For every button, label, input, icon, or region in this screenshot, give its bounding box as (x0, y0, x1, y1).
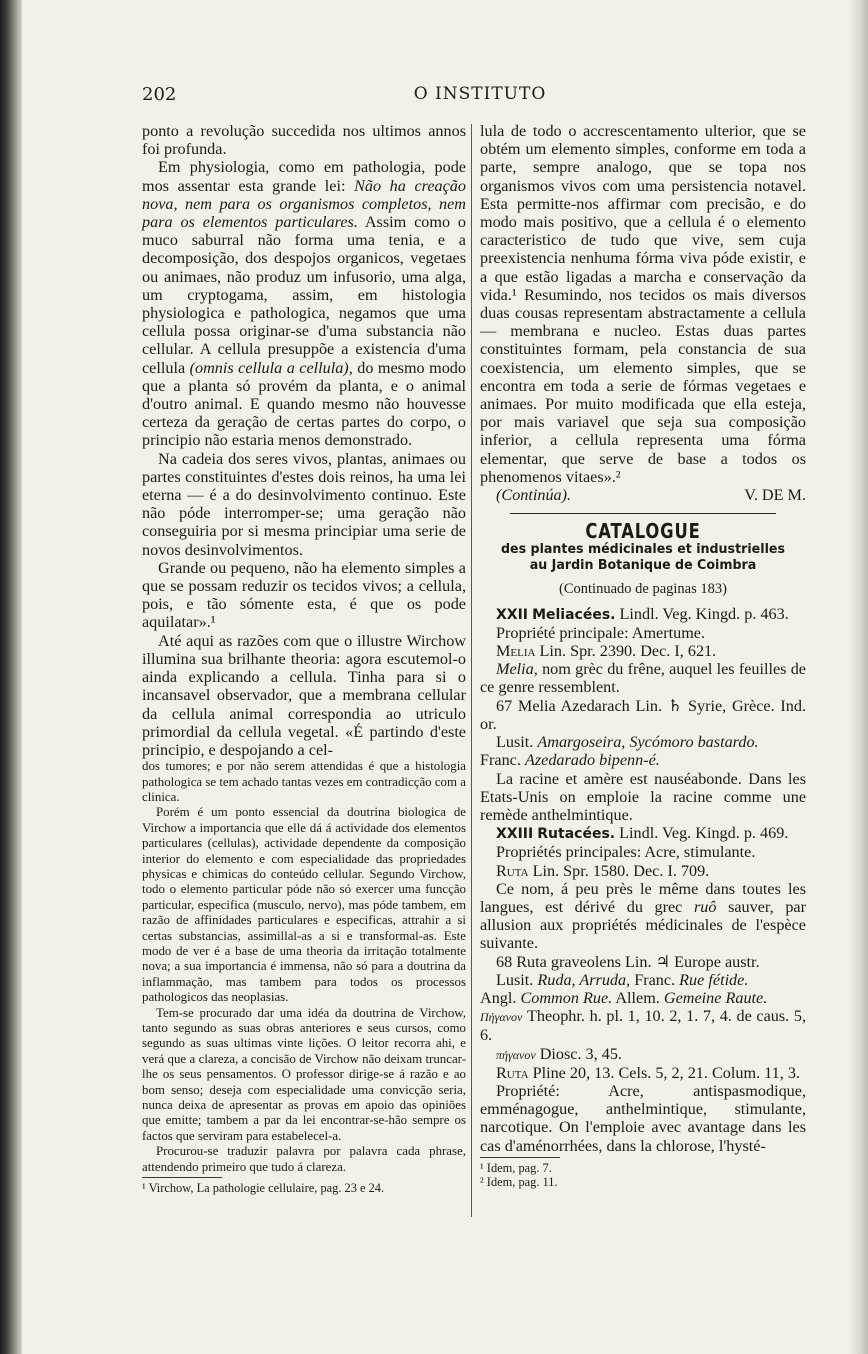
book-binding-edge (0, 0, 22, 1354)
footnote: ¹ Virchow, La pathologie cellulaire, pag. 23 e 24. (142, 1181, 385, 1196)
section-rule (510, 513, 776, 514)
species-description: La racine et amère est nauséabonde. Dans les Etats-Unis on emploie la racine comme une remède anthelmintique. (480, 769, 806, 824)
genus-note: Melia, nom grèc du frêne, auquel les feuilles de ce genre ressemblent. (480, 660, 806, 697)
note-paragraph: Tem-se procurado dar uma idéa da doutrina de Virchow, tanto segundo as suas obras anteriores e seus cursos, como segundo as suas ultimas vinte lições. O leitor recorra ahi, e verá que a clareza, a concisão de Virchow não deixam truncar-lhe os seus pensamentos. O professor dirige-se á razão e ao bom senso; deseja com especialidade uma convicção seria, nunca deixa de apresentar as provas em apoio das opiniões que emitte; tambem a par da lei encontrar-se-hão sempre os factos que serviram para estabelecel-a. (142, 1005, 466, 1143)
greek-reference: πήγανον Diosc. 3, 45. (496, 1044, 622, 1063)
note-paragraph: Procurou-se traduzir palavra por palavra cada phrase, attendendo primeiro que tudo á clareza. (142, 1144, 466, 1174)
vernacular-names: Lusit. Amargoseira, Sycómoro bastardo. (496, 733, 759, 752)
paragraph: ponto a revolução succedida nos ultimos annos foi profunda. (142, 122, 466, 159)
paragraph: Grande ou pequeno, não ha elemento simples a que se possam reduzir os tecidos vivos; a cellula, pois, e tão sómente esta, é que os pode aquilatar».¹ (142, 558, 466, 632)
species-entry: 67 Melia Azedarach Lin. ♄ Syrie, Grèce. Ind. or. (480, 696, 806, 733)
catalogue-subtitle: au Jardin Botanique de Coimbra (529, 558, 757, 574)
author-initials: V. DE M. (744, 486, 806, 505)
paragraph: Até aqui as razões com que o illustre Wirchow illumina sua brilhante theoria: agora escutemol-o ainda explicando a cellula. Tinha para si o incansavel observador, que a membrana cellular da cellula animal correspondia ao utriculo primordial da cellula vegetal. «É partindo d'este principio, e despojando a cel- (142, 631, 466, 759)
footnote: ² Idem, pag. 11. (480, 1175, 558, 1190)
paragraph: Na cadeia dos seres vivos, plantas, animaes ou partes constituintes d'estes dois reinos, ha uma lei eterna — é a do desinvolvimento continuo. Este não póde interromper-se; uma geração não conseguiria por si mesma principiar uma serie de novos desinvolvimentos. (142, 449, 466, 559)
vernacular-names: Angl. Common Rue. Allem. Gemeine Raute. (480, 988, 768, 1007)
catalogue-title: CATALOGUE (585, 519, 701, 544)
genus-line: Melia Lin. Spr. 2390. Dec. I, 621. (496, 642, 717, 661)
genus-note: Ce nom, á peu près le même dans toutes les langues, est dérivé du grec ruô sauver, par allusion aux propriétés médicinales de l'espèce suivante. (480, 879, 806, 953)
page-header (142, 84, 818, 112)
footnote-rule (142, 1177, 222, 1178)
latin-reference: Ruta Pline 20, 13. Cels. 5, 2, 21. Colum. 11, 3. (496, 1063, 800, 1082)
note-paragraph: Porém é um ponto essencial da doutrina biologica de Virchow a importancia que elle dá á actividade dos elementos particulares (cellulas), actividade dependente da composição interior do elemento e com especialidade das propriedades physicas e chimicas do conteúdo cellular. Segundo Virchow, todo o elemento particular póde não só exercer uma funcção particular, especifica (musculo, nervo), mas póde tambem, em razão de affinidades particulares e especificas, attrahir a si certas substancias, assimillal-as a si e transformal-as. Este modo de ver é a base de uma theoria da irritação totalmente nova; a sua importancia é immensa, não só para a doutrina da inflammação, mas tambem para todos os processos pathologicos das neoplasias. (142, 805, 466, 1005)
genus-line: Ruta Lin. Spr. 1580. Dec. I. 709. (496, 861, 710, 880)
continued-note: (Continuado de paginas 183) (559, 581, 727, 598)
right-column (480, 122, 806, 1190)
signoff (480, 486, 806, 504)
property-paragraph: Propriété: Acre, antispasmodique, emménagogue, anthelmintique, stimulante, narcotique. On l'emploie avec avantage dans les cas d'aménorrhées, dans la chlorose, l'hysté- (480, 1081, 806, 1155)
property-line: Propriétés principales: Acre, stimulante. (496, 843, 756, 862)
vernacular-names: Franc. Azedarado bipenn-é. (480, 751, 660, 770)
greek-reference: Πήγανον Theophr. h. pl. 1, 10. 2, 1. 7, 4. de caus. 5, 6. (480, 1007, 806, 1045)
small-print-note (142, 759, 466, 1175)
column-divider (471, 124, 472, 1217)
paragraph: lula de todo o accrescentamento ulterior, que se obtém um elemento simples, conforme em toda a parte, sempre analogo, que se topa nos organismos vivos com uma persistencia notavel. Esta permitte-nos affirmar com precisão, e do modo mais positivo, que a cellula é o elemento caracteristico de tudo que vive, sem cuja preexistencia nenhuma fórma viva póde existir, e a que estão ligadas a marcha e conservação da vida.¹ Resumindo, nos tecidos os mais diversos duas cousas representam abstractamente a cellula — membrana e nucleo. Estas duas partes constituintes formam, pela constancia de sua coexistencia, um elemento simples, que se encontra em toda a serie de fórmas vegetaes e animaes. Por muito modificada que ella esteja, por mais variavel que seja sua composição inferior, a cellula representa uma fórma elementar, que serve de base a todos os phenomenos vitaes».² (480, 122, 806, 486)
property-line: Propriété principale: Amertume. (496, 623, 706, 642)
vernacular-names: Lusit. Ruda, Arruda, Franc. Rue fétide. (496, 970, 749, 989)
footnote-rule (480, 1157, 560, 1158)
family-heading: XXII Meliacées. Lindl. Veg. Kingd. p. 463. (496, 604, 789, 623)
page-number: 202 (142, 84, 177, 105)
running-head: O INSTITUTO (413, 84, 547, 104)
species-entry: 68 Ruta graveolens Lin. ♃ Europe austr. (496, 952, 760, 971)
page-edge-shadow (850, 0, 868, 1354)
left-column (142, 122, 466, 1195)
continua-label: (Continúa). (496, 486, 572, 505)
note-paragraph: dos tumores; e por não serem attendidas é que a histologia pathologica se tem achado tantas vezes em contradicção com a clinica. (142, 759, 466, 804)
paragraph: Em physiologia, como em pathologia, pode mos assentar esta grande lei: Não ha creação nova, nem para os organismos completos, nem para os elementos particulares. Assim como o muco saburral não forma uma tenia, e a decomposição, dos despojos organicos, vegetaes ou animaes, não produz um infusorio, uma alga, um cryptogama, assim, em histologia physiologica e pathologica, negamos que uma cellula possa originar-se d'uma substancia não cellular. A cellula presuppõe a existencia d'uma cellula (omnis cellula a cellula), do mesmo modo que a planta só provém da planta, e o animal d'outro animal. E quando mesmo não houvesse certeza da geração de certas partes do corpo, o principio não estaria menos demonstrado. (142, 158, 466, 450)
footnote: ¹ Idem, pag. 7. (480, 1160, 552, 1175)
family-heading: XXIII Rutacées. Lindl. Veg. Kingd. p. 469. (496, 824, 789, 843)
catalogue-subtitle: des plantes médicinales et industrielles (501, 542, 785, 558)
